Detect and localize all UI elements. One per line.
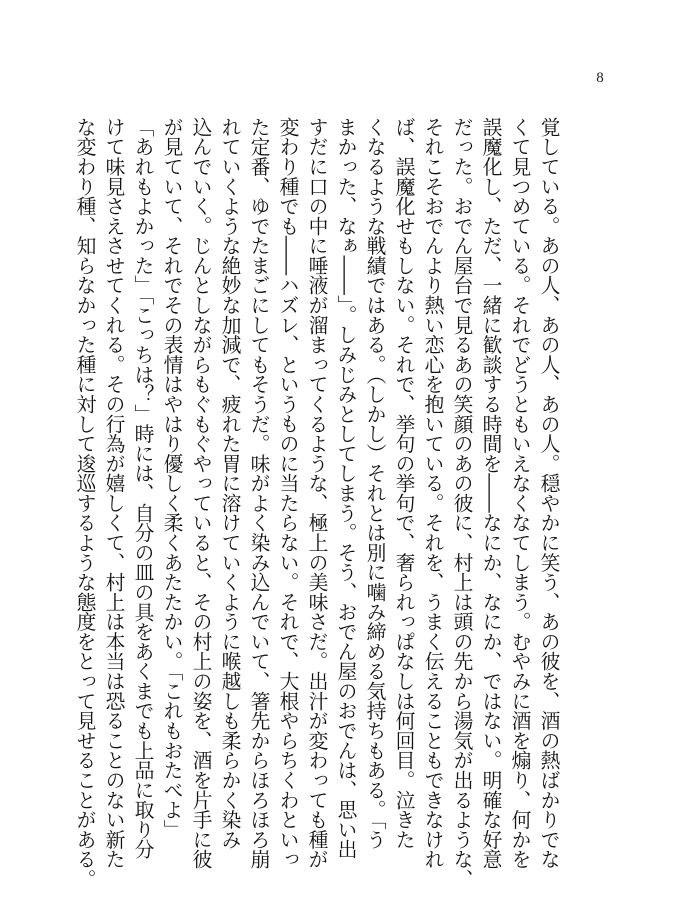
text-line: な変わり種、知らなかった種に対して逡巡するような態度をとって見せることがある。	[73, 117, 96, 889]
text-line: 覚している。あの人、あの人、あの人。穏やかに笑う、あの彼を、酒の熱ばかりでな	[537, 117, 560, 870]
body-text	[70, 117, 563, 889]
text-line: が見ていて、それでその表情はやはり優しく柔くあたたかい。「これもおたべよ」	[160, 117, 183, 840]
text-line: 「あれもよかった」「こっちは？」時には、自分の皿の具をあくまでも上品に取り分	[131, 117, 154, 860]
text-line: だった。おでん屋台で見るあの笑顔のあの彼に、村上は頭の先から湯気が出るような、	[450, 117, 473, 889]
text-line: くて見つめている。それでどうともいえなくなてしまう。むやみに酒を煽り、何かを	[508, 117, 531, 870]
text-line: くなるような戦績ではある。（しかし）それとは別に噛み締める気持ちもある。「う	[363, 117, 386, 850]
text-line: た定番、ゆでたまごにしてもそうだ。味がよく染み込んでいて、箸先からほろほろ崩	[247, 117, 270, 870]
page-number: 8	[596, 70, 604, 86]
text-line: まかった、なぁ――」。しみじみとしてしまう。そう、おでん屋のおでんは、思い出	[334, 117, 357, 860]
text-line: 込んでいく。じんとしながらもぐもぐやっていると、その村上の姿を、酒を片手に彼	[189, 117, 212, 870]
text-line: れていくような絶妙な加減で、疲れた胃に溶けていくように喉越しも柔らかく染み	[218, 117, 241, 850]
text-line: それこそおでんより熱い恋心を抱いている。それを、うまく伝えることもできなけれ	[421, 117, 444, 870]
text-line: けて味見さえさせてくれる。その行為が嬉しくて、村上は本当は恐ることのない新た	[102, 117, 125, 870]
text-line: ば、誤魔化せもしない。それで、挙句の挙句で、奢られっぱなしは何回目。泣きた	[392, 117, 415, 850]
text-line: すだに口の中に唾液が溜まってくるような、極上の美味さだ。出汁が変わっても種が	[305, 117, 328, 870]
text-line: 誤魔化し、ただ、一緒に歓談する時間を――なにか、なにか、ではない。明確な好意	[479, 117, 502, 870]
text-line: 変わり種でも――ハズレ、というものに当たらない。それで、大根やらちくわといっ	[276, 117, 299, 870]
